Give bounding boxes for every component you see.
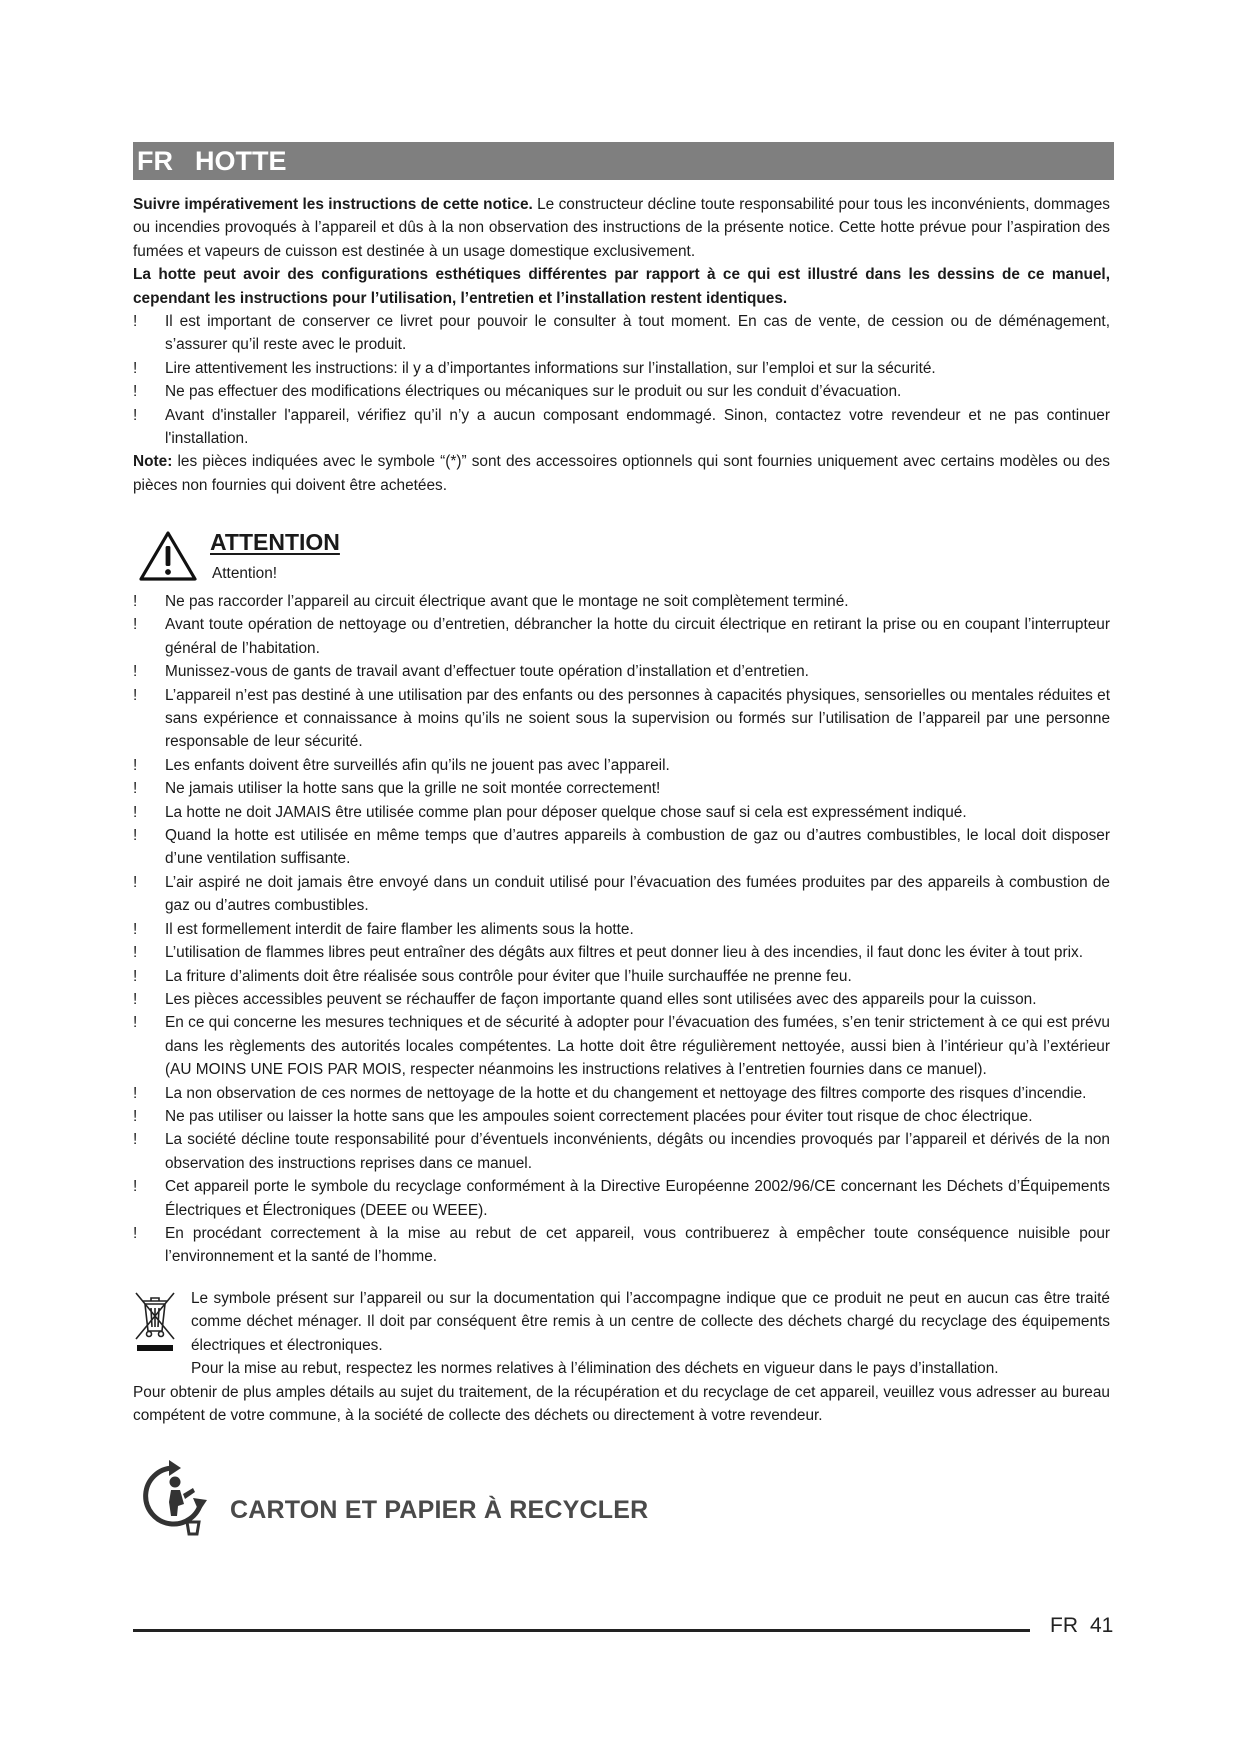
bullet-mark: ! <box>133 359 138 377</box>
attention-bullet-item <box>133 1175 1110 1222</box>
section-title: HOTTE <box>195 146 287 176</box>
intro-bullet-item-text: Lire attentivement les instructions: il y a d’importantes informations sur l’installation, sur l’emploi et sur la sécurité. <box>165 359 936 377</box>
attention-header <box>133 525 1110 587</box>
attention-bullet-item-text: Ne jamais utiliser la hotte sans que la grille ne soit montée correctement! <box>165 780 661 798</box>
footer-lang: FR <box>1050 1614 1078 1637</box>
bullet-mark: ! <box>133 780 138 798</box>
attention-bullet-item-text: Les pièces accessibles peuvent se réchauffer de façon importante quand elles sont utilisées avec des appareils pour la cuisson. <box>165 990 1037 1008</box>
bullet-mark: ! <box>133 920 138 938</box>
attention-bullet-list <box>133 590 1110 1269</box>
bullet-mark: ! <box>133 663 138 681</box>
attention-bullet-item-text: L’air aspiré ne doit jamais être envoyé dans un conduit utilisé pour l’évacuation des fumées produites par des appareils à combustion de gaz ou d’autres combustibles. <box>165 873 1110 915</box>
attention-bullet-item-text: En ce qui concerne les mesures techniques et de sécurité à adopter pour l’évacuation des fumées, s’en tenir strictement à ce qui est prévu dans les règlements des autorités locales compétentes. La hotte doit être régulièrement nettoyée, aussi bien à l’intérieur qu’à l’extérieur (AU MOINS UNE FOIS PAR MOIS, respecter néanmoins les instructions relatives à l’entretien fournies dans ce manuel). <box>165 1014 1110 1079</box>
bullet-mark: ! <box>133 803 138 821</box>
attention-bullet-item-text: La hotte ne doit JAMAIS être utilisée comme plan pour déposer quelque chose sauf si cela est expressément indiqué. <box>165 803 967 821</box>
note-paragraph <box>133 450 1110 497</box>
attention-bullet-item <box>133 1011 1110 1081</box>
weee-paragraph-2: Pour la mise au rebut, respectez les normes relatives à l’élimination des déchets en vigueur dans le pays d’installation. <box>191 1360 999 1378</box>
attention-bullet-item-text: Avant toute opération de nettoyage ou d’entretien, débrancher la hotte du circuit électrique en retirant la prise ou en coupant l’interrupteur général de l’habitation. <box>165 616 1110 657</box>
attention-bullet-item <box>133 613 1110 660</box>
attention-bullet-item-text: La non observation de ces normes de nettoyage de la hotte et du changement et nettoyage des filtres comporte des risques d’incendie. <box>165 1084 1087 1102</box>
bullet-mark: ! <box>133 616 138 634</box>
intro-section <box>133 193 1110 497</box>
attention-bullet-item-text: En procédant correctement à la mise au rebut de cet appareil, vous contribuerez à empêcher toute conséquence nuisible pour l’environnement et la santé de l’homme. <box>165 1224 1110 1266</box>
attention-section <box>133 590 1110 1269</box>
bullet-mark: ! <box>133 967 138 985</box>
attention-bullet-item <box>133 660 1110 683</box>
intro-bullet-item <box>133 357 1110 380</box>
weee-paragraph-1: Le symbole présent sur l’appareil ou sur la documentation qui l’accompagne indique que ce produit ne peut en aucun cas être traité comme déchet ménager. Il doit par conséquent être remis à un centre de collecte des déchets chargé du recyclage des équipements électriques et électroniques. <box>191 1290 1110 1354</box>
attention-bullet-item <box>133 1105 1110 1128</box>
attention-bullet-item <box>133 1222 1110 1269</box>
attention-bullet-item-text: Munissez-vous de gants de travail avant d’effectuer toute opération d’installation et d’entretien. <box>165 663 809 681</box>
weee-section <box>133 1287 1110 1427</box>
section-title-bar <box>133 142 1114 180</box>
bullet-mark: ! <box>133 1178 138 1196</box>
attention-bullet-item <box>133 684 1110 754</box>
section-lang: FR <box>137 146 173 176</box>
weee-text-block <box>191 1287 1110 1381</box>
attention-bullet-item <box>133 1082 1110 1105</box>
intro-bullet-item-text: Il est important de conserver ce livret pour pouvoir le consulter à tout moment. En cas de vente, de cession ou de déménagement, s’assurer qu’il reste avec le produit. <box>165 313 1110 354</box>
bullet-mark: ! <box>133 1014 138 1032</box>
bullet-mark: ! <box>133 593 138 610</box>
attention-bullet-item-text: La friture d’aliments doit être réalisée sous contrôle pour éviter que l’huile surchauffée ne prenne feu. <box>165 967 852 985</box>
attention-bullet-item <box>133 941 1110 964</box>
bullet-mark: ! <box>133 873 138 891</box>
attention-title: ATTENTION <box>210 529 340 555</box>
attention-bullet-item-text: Ne pas utiliser ou laisser la hotte sans que les ampoules soient correctement placées pour éviter tout risque de choc électrique. <box>165 1107 1033 1125</box>
attention-bullet-item <box>133 988 1110 1011</box>
bullet-mark: ! <box>133 1224 138 1242</box>
note-label: Note: <box>133 453 173 471</box>
attention-bullet-item <box>133 965 1110 988</box>
bullet-mark: ! <box>133 944 138 962</box>
recycle-label: CARTON ET PAPIER À RECYCLER <box>230 1496 649 1524</box>
config-paragraph: La hotte peut avoir des configurations esthétiques différentes par rapport à ce qui est illustré dans les dessins de ce manuel, cependant les instructions pour l’utilisation, l’entretien et l’installation restent identiques. <box>133 266 1110 307</box>
bullet-mark: ! <box>133 990 138 1008</box>
intro-bullet-item <box>133 380 1110 403</box>
attention-bullet-item-text: L’appareil n’est pas destiné à une utilisation par des enfants ou des personnes à capacités physiques, sensorielles ou mentales réduites et sans expérience et connaissance à moins qu’ils ne soient sous la supervision ou formés sur l’utilisation de l’appareil par une personne responsable de leur sécurité. <box>165 686 1110 751</box>
bullet-mark: ! <box>133 1131 138 1149</box>
attention-bullet-item <box>133 871 1110 918</box>
note-text: les pièces indiquées avec le symbole “(*)” sont des accessoires optionnels qui sont fournies uniquement avec certains modèles ou des pièces non fournies qui doivent être achetées. <box>133 453 1110 494</box>
attention-bullet-item <box>133 918 1110 941</box>
footer-page-num: 41 <box>1090 1614 1114 1637</box>
recycle-person-icon <box>133 1458 213 1538</box>
bullet-mark: ! <box>133 1107 138 1125</box>
intro-bullet-item-text: Avant d'installer l'appareil, vérifiez qu’il n’y a aucun composant endommagé. Sinon, contactez votre revendeur et ne pas continuer l'installation. <box>165 406 1110 448</box>
attention-bullet-item <box>133 777 1110 800</box>
bullet-mark: ! <box>133 686 138 704</box>
attention-bullet-item-text: Cet appareil porte le symbole du recyclage conformément à la Directive Européenne 2002/96/CE concernant les Déchets d’Équipements Électriques et Électroniques (DEEE ou WEEE). <box>165 1178 1110 1219</box>
attention-bullet-item-text: Il est formellement interdit de faire flamber les aliments sous la hotte. <box>165 920 634 938</box>
attention-bullet-item-text: Les enfants doivent être surveillés afin qu’ils ne jouent pas avec l’appareil. <box>165 756 670 774</box>
crossed-bin-icon <box>133 1289 177 1353</box>
attention-bullet-item-text: L’utilisation de flammes libres peut entraîner des dégâts aux filtres et peut donner lieu à des incendies, il faut donc les éviter à tout prix. <box>165 944 1083 962</box>
bullet-mark: ! <box>133 406 138 424</box>
attention-bullet-item <box>133 801 1110 824</box>
bullet-mark: ! <box>133 1084 138 1102</box>
intro-lead-rest: Le constructeur décline toute responsabilité pour tous les inconvénients, dommages ou incendies provoqués à l’appareil et dûs à la non observation des instructions de la présente notice. Cette hotte prévue pour l’aspiration des fumées et vapeurs de cuisson est destinée à un usage domestique exclusivement. <box>133 196 1110 260</box>
weee-paragraph-3: Pour obtenir de plus amples détails au sujet du traitement, de la récupération et du recyclage de cet appareil, veuillez vous adresser au bureau compétent de votre commune, à la société de collecte des déchets ou directement à votre revendeur. <box>133 1383 1110 1425</box>
intro-bullet-item-text: Ne pas effectuer des modifications électriques ou mécaniques sur le produit ou sur les conduit d’évacuation. <box>165 383 902 401</box>
attention-bullet-item <box>133 1128 1110 1175</box>
intro-bullet-list <box>133 310 1110 450</box>
attention-bullet-item-text: Quand la hotte est utilisée en même temps que d’autres appareils à combustion de gaz ou d’autres combustibles, le local doit disposer d’une ventilation suffisante. <box>165 827 1110 868</box>
attention-bullet-item <box>133 754 1110 777</box>
attention-bullet-item-text: Ne pas raccorder l’appareil au circuit électrique avant que le montage ne soit complètement terminé. <box>165 593 849 610</box>
bullet-mark: ! <box>133 383 138 401</box>
intro-paragraph <box>133 193 1110 263</box>
bullet-mark: ! <box>133 827 138 845</box>
footer-rule <box>133 1629 1030 1632</box>
page-number <box>1050 1614 1113 1638</box>
bullet-mark: ! <box>133 313 138 331</box>
bullet-mark: ! <box>133 756 138 774</box>
intro-bullet-item <box>133 310 1110 357</box>
recycle-section <box>133 1458 833 1538</box>
intro-bullet-item <box>133 404 1110 451</box>
attention-bullet-item-text: La société décline toute responsabilité pour d’éventuels inconvénients, dégâts ou incendies provoqués par l’appareil et dérivés de la non observation des instructions reprises dans ce manuel. <box>165 1131 1110 1172</box>
intro-lead-bold: Suivre impérativement les instructions de cette notice. <box>133 196 533 213</box>
attention-subtitle: Attention! <box>212 565 278 582</box>
attention-bullet-item <box>133 824 1110 871</box>
attention-bullet-item <box>133 590 1110 613</box>
warning-triangle-icon <box>138 530 198 582</box>
